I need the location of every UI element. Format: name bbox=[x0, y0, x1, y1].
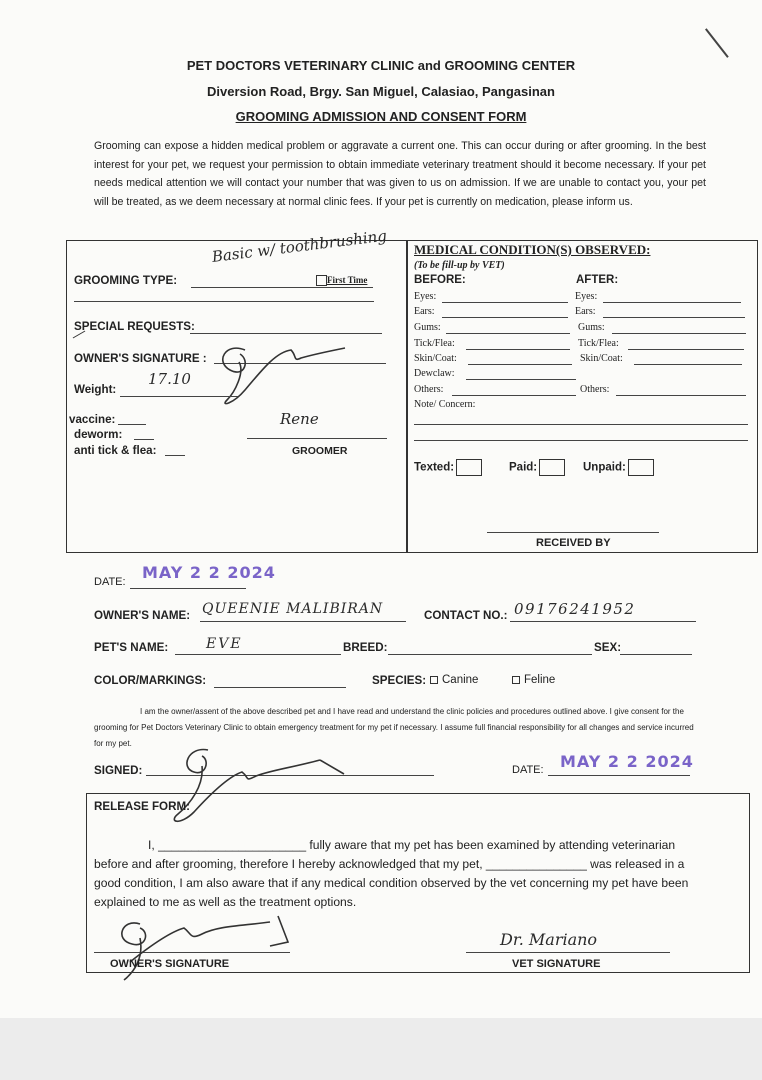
grooming-type-line bbox=[191, 287, 373, 288]
medical-subtitle: (To be fill-up by VET) bbox=[414, 260, 505, 271]
note-line-1[interactable] bbox=[414, 424, 748, 425]
release-paragraph bbox=[94, 836, 744, 912]
note-line-2[interactable] bbox=[414, 440, 748, 441]
before-gums: Gums: bbox=[414, 322, 441, 333]
after-label: AFTER: bbox=[576, 274, 619, 286]
after-gums: Gums: bbox=[578, 322, 605, 333]
after-skin: Skin/Coat: bbox=[580, 353, 623, 364]
vet-signature-label: VET SIGNATURE bbox=[512, 958, 601, 970]
vaccine-label: vaccine: bbox=[69, 413, 116, 426]
breed-line[interactable] bbox=[388, 654, 592, 655]
color-label: COLOR/MARKINGS: bbox=[94, 674, 207, 687]
unpaid-option[interactable] bbox=[583, 459, 654, 476]
groomer-name[interactable]: Rene bbox=[280, 410, 319, 428]
weight-line bbox=[120, 396, 238, 397]
after-others: Others: bbox=[580, 384, 610, 395]
color-line[interactable] bbox=[214, 687, 346, 688]
release-line-4: explained to me as well as the treatment options. bbox=[94, 895, 357, 909]
signed-date-line bbox=[548, 775, 690, 776]
species-label: SPECIES: bbox=[372, 674, 427, 687]
grooming-type-label: GROOMING TYPE: bbox=[74, 274, 178, 287]
unpaid-label: Unpaid: bbox=[583, 461, 626, 474]
signed-date-stamp: MAY 2 2 2024 bbox=[560, 752, 694, 771]
signed-date-label: DATE: bbox=[512, 764, 544, 776]
medical-title: MEDICAL CONDITION(S) OBSERVED: bbox=[414, 242, 651, 257]
groomer-label: GROOMER bbox=[292, 445, 348, 457]
vet-signature-value: Dr. Mariano bbox=[500, 930, 598, 949]
pet-name-label: PET'S NAME: bbox=[94, 641, 169, 654]
before-ears-line[interactable] bbox=[442, 317, 568, 318]
owner-name-line bbox=[200, 621, 406, 622]
after-ears-line[interactable] bbox=[603, 317, 745, 318]
contact-value[interactable]: 09176241952 bbox=[514, 600, 636, 618]
paid-checkbox[interactable] bbox=[539, 459, 565, 476]
paid-option[interactable] bbox=[509, 459, 565, 476]
weight-value[interactable]: 17.10 bbox=[148, 370, 191, 388]
canine-label: Canine bbox=[442, 674, 479, 686]
date-stamp: MAY 2 2 2024 bbox=[142, 563, 276, 582]
clinic-name: PET DOCTORS VETERINARY CLINIC and GROOMING CENTER bbox=[186, 58, 576, 73]
anti-tick-line[interactable] bbox=[165, 455, 185, 456]
groomer-line bbox=[247, 438, 387, 439]
canine-checkbox[interactable] bbox=[430, 676, 438, 684]
corner-mark bbox=[705, 28, 728, 57]
texted-checkbox[interactable] bbox=[456, 459, 482, 476]
weight-label: Weight: bbox=[74, 383, 117, 396]
clinic-address: Diversion Road, Brgy. San Miguel, Calasiao, Pangasinan bbox=[207, 84, 555, 99]
release-line-2: before and after grooming, therefore I hereby acknowledged that my pet, _______________ was released in a bbox=[94, 857, 685, 871]
before-gums-line[interactable] bbox=[446, 333, 570, 334]
sex-label: SEX: bbox=[594, 641, 622, 654]
received-by-line[interactable] bbox=[487, 532, 659, 533]
after-eyes: Eyes: bbox=[575, 291, 598, 302]
received-by-label: RECEIVED BY bbox=[536, 537, 611, 549]
vet-signature-line[interactable] bbox=[466, 952, 670, 953]
before-ears: Ears: bbox=[414, 306, 435, 317]
before-eyes: Eyes: bbox=[414, 291, 437, 302]
anti-tick-label: anti tick & flea: bbox=[74, 444, 157, 457]
after-skin-line[interactable] bbox=[634, 364, 742, 365]
release-line-3: good condition, I am also aware that if any medical condition observed by the vet concerning my pet have been bbox=[94, 876, 689, 890]
date-line bbox=[130, 588, 246, 589]
feline-checkbox[interactable] bbox=[512, 676, 520, 684]
before-tick-line[interactable] bbox=[466, 349, 570, 350]
signed-label: SIGNED: bbox=[94, 764, 143, 777]
before-tick: Tick/Flea: bbox=[414, 338, 455, 349]
after-others-line[interactable] bbox=[616, 395, 746, 396]
pet-name-value[interactable]: EVE bbox=[206, 636, 243, 652]
release-owner-signature-label: OWNER'S SIGNATURE bbox=[110, 958, 230, 970]
column-divider bbox=[406, 241, 408, 552]
unpaid-checkbox[interactable] bbox=[628, 459, 654, 476]
date-label: DATE: bbox=[94, 576, 126, 588]
form-title: GROOMING ADMISSION AND CONSENT FORM bbox=[235, 109, 527, 124]
release-line-1: I, ______________________ fully aware that my pet has been examined by attending veterinarian bbox=[148, 838, 676, 852]
texted-option[interactable] bbox=[414, 459, 482, 476]
before-skin-line[interactable] bbox=[468, 364, 572, 365]
paid-label: Paid: bbox=[509, 461, 538, 474]
before-skin: Skin/Coat: bbox=[414, 353, 457, 364]
breed-label: BREED: bbox=[343, 641, 388, 654]
contact-label: CONTACT NO.: bbox=[424, 609, 508, 622]
first-time-checkbox[interactable] bbox=[316, 275, 327, 286]
owner-signature-label: OWNER'S SIGNATURE : bbox=[74, 352, 207, 365]
after-tick: Tick/Flea: bbox=[578, 338, 619, 349]
before-label: BEFORE: bbox=[414, 274, 466, 286]
before-eyes-line[interactable] bbox=[442, 302, 568, 303]
grooming-type-line-2 bbox=[74, 301, 374, 302]
first-time-label: First Time bbox=[327, 275, 368, 285]
grooming-type-value[interactable]: Basic w/ toothbrushing bbox=[210, 226, 388, 266]
owner-name-label: OWNER'S NAME: bbox=[94, 609, 191, 622]
page-bottom-shadow bbox=[0, 1018, 762, 1080]
before-dewclaw-line[interactable] bbox=[466, 379, 576, 380]
sex-line[interactable] bbox=[620, 654, 692, 655]
owner-signature-mark-1 bbox=[205, 332, 355, 412]
after-gums-line[interactable] bbox=[612, 333, 746, 334]
canine-option[interactable] bbox=[430, 674, 478, 686]
intro-paragraph: Grooming can expose a hidden medical problem or aggravate a current one. This can occur during or after grooming. In the best interest for your pet, we request your permission to obtain immediate veterinary treatment should it become necessary. If your pet needs medical attention we will contact your number that was given to us on admission. If we are unable to contact you, your pet will be treated, as we deem necessary at normal clinic fees. If your pet is currently on medication, please inform us. bbox=[94, 140, 706, 208]
after-tick-line[interactable] bbox=[628, 349, 744, 350]
feline-label: Feline bbox=[524, 674, 556, 686]
note-label: Note/ Concern: bbox=[414, 399, 476, 410]
deworm-line[interactable] bbox=[134, 439, 154, 440]
consent-text: I am the owner/assent of the above described pet and I have read and understand the clinic policies and procedures outlined above. I give consent for the grooming for Pet Doctors Veterinary Clinic to obtain emergency treatment for my pet if necessary. I assume full financial responsibility for all changes and service incurred for my pet. bbox=[94, 707, 694, 748]
special-requests-label: SPECIAL REQUESTS: bbox=[74, 320, 195, 333]
feline-option[interactable] bbox=[512, 674, 555, 686]
release-owner-signature-mark bbox=[110, 902, 300, 984]
after-ears: Ears: bbox=[575, 306, 596, 317]
contact-line bbox=[510, 621, 696, 622]
deworm-label: deworm: bbox=[74, 428, 123, 441]
before-others: Others: bbox=[414, 384, 444, 395]
vaccine-line[interactable] bbox=[118, 424, 146, 425]
before-dewclaw: Dewclaw: bbox=[414, 368, 455, 379]
before-others-line[interactable] bbox=[452, 395, 576, 396]
owner-name-value[interactable]: QUEENIE MALIBIRAN bbox=[202, 601, 384, 617]
release-title: RELEASE FORM: bbox=[94, 800, 190, 813]
first-time-option[interactable] bbox=[316, 275, 367, 286]
pet-name-line bbox=[175, 654, 341, 655]
after-eyes-line[interactable] bbox=[603, 302, 741, 303]
texted-label: Texted: bbox=[414, 461, 455, 474]
